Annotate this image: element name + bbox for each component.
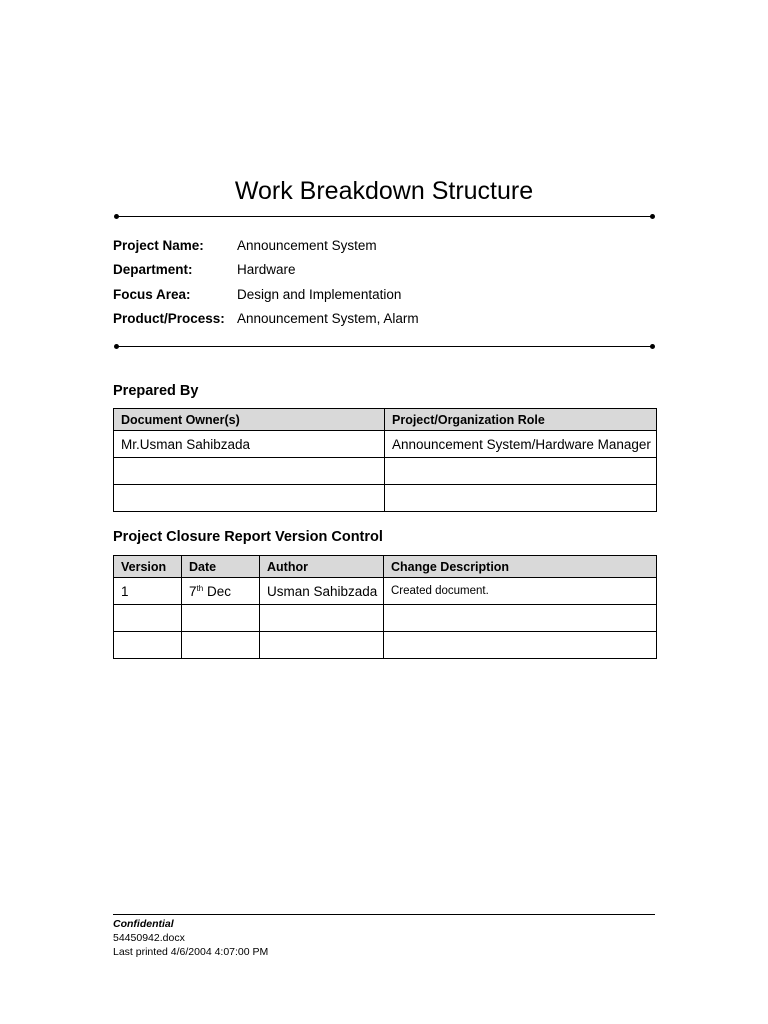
column-header-author: Author [260,556,384,578]
department-value: Hardware [237,262,296,278]
product-process-label: Product/Process: [113,310,225,326]
owner-cell [114,458,385,485]
footer-divider [113,914,655,915]
date-cell [182,632,260,659]
table-row [114,485,657,512]
focus-area-label: Focus Area: [113,286,191,302]
project-name-label: Project Name: [113,238,204,253]
owner-cell [114,485,385,512]
table-row [114,605,657,632]
version-cell [114,632,182,659]
confidential-label: Confidential [113,918,174,930]
date-cell [182,578,260,605]
department-label: Department: [113,262,193,278]
divider-end-dot [650,214,655,219]
column-header-document-owner: Document Owner(s) [114,409,385,431]
column-header-role: Project/Organization Role [385,409,657,431]
role-cell [385,458,657,485]
column-header-version: Version [114,556,182,578]
product-process-value: Announcement System, Alarm [237,310,419,326]
version-cell: 1 [114,578,182,605]
divider-end-dot [650,344,655,349]
table-row [114,632,657,659]
divider-end-dot [114,214,119,219]
table-header-row [114,556,657,578]
date-day: 7 [189,583,197,599]
role-cell: Announcement System/Hardware Manager [385,431,657,458]
column-header-date: Date [182,556,260,578]
table-row [114,431,657,458]
table-header-row [114,409,657,431]
page-footer [113,917,268,959]
change-description-cell [384,632,657,659]
column-header-change-description: Change Description [384,556,657,578]
bottom-divider [116,346,653,347]
role-cell [385,485,657,512]
divider-end-dot [114,344,119,349]
version-control-table [113,555,657,659]
footer-filename: 54450942.docx [113,932,185,944]
change-description-cell: Created document. [384,578,657,605]
date-suffix: th [196,583,204,593]
change-description-cell [384,605,657,632]
prepared-by-heading: Prepared By [113,383,199,399]
table-row [114,458,657,485]
focus-area-value: Design and Implementation [237,286,402,302]
project-name-value: Announcement System [237,238,377,253]
date-month: Dec [206,583,231,599]
version-control-heading: Project Closure Report Version Control [113,529,383,545]
date-cell [182,605,260,632]
owner-cell: Mr.Usman Sahibzada [114,431,385,458]
footer-last-printed: Last printed 4/6/2004 4:07:00 PM [113,946,269,958]
document-title: Work Breakdown Structure [234,177,534,205]
author-cell [260,632,384,659]
author-cell [260,605,384,632]
version-cell [114,605,182,632]
top-divider [116,216,653,217]
table-row [114,578,657,605]
prepared-by-table [113,408,657,512]
author-cell: Usman Sahibzada [260,578,384,605]
